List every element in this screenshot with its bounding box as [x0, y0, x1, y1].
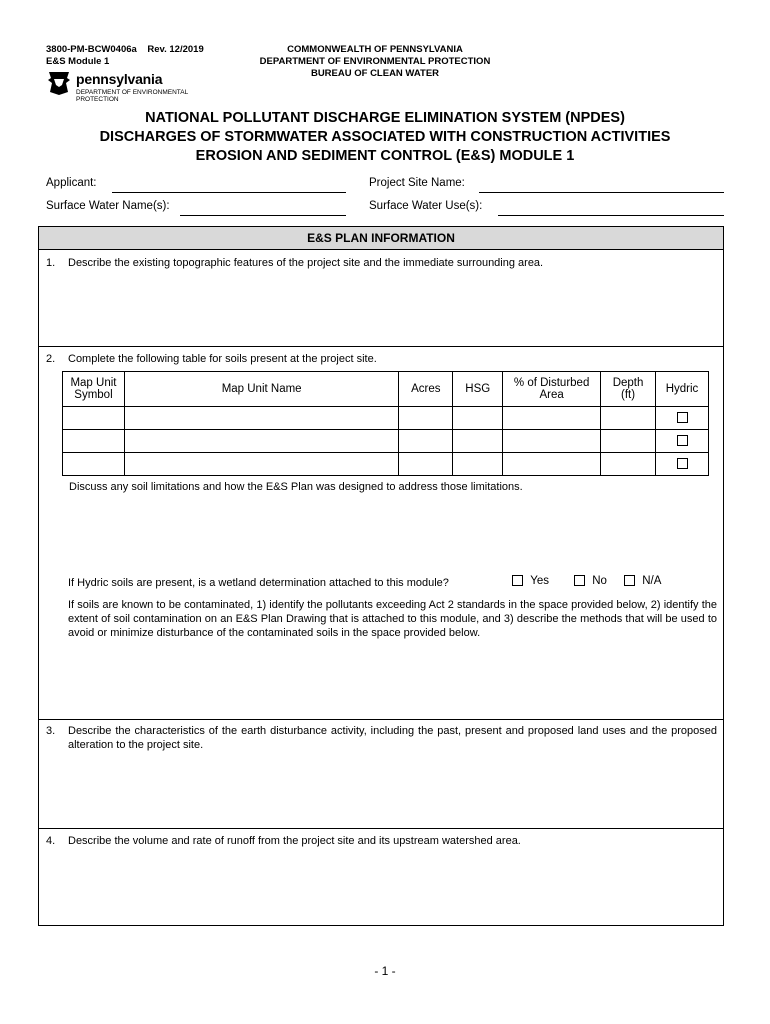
cell-input[interactable]: [453, 430, 503, 453]
q3-text: Describe the characteristics of the earth disturbance activity, including the past, present and proposed land uses and the proposed alteration to the project site.: [68, 725, 717, 751]
form-id: 3800-PM-BCW0406a: [46, 44, 137, 55]
q3-number: 3.: [46, 725, 56, 737]
option-no[interactable]: No: [574, 575, 607, 587]
form-revision: Rev. 12/2019: [147, 44, 204, 55]
q4-answer-area[interactable]: [46, 852, 716, 922]
q2-number: 2.: [46, 353, 56, 365]
col-acres: Acres: [399, 372, 453, 407]
page-title: [0, 109, 770, 166]
contaminated-soils-instructions: If soils are known to be contaminated, 1) identify the pollutants exceeding Act 2 standards in the space provided below, 2) identify the extent of soil contamination on an E&S Plan Drawing that is attached to this module, and 3) describe the methods that will be used to avoid or minimize disturbance of the contaminated soils in the space provided below.: [68, 599, 717, 639]
pa-dep-logo: [46, 68, 196, 104]
q1-number: 1.: [46, 257, 56, 269]
form-id-line: [46, 44, 204, 56]
agency-header: [230, 44, 520, 80]
applicant-field[interactable]: [112, 192, 346, 193]
col-map-unit-name: Map Unit Name: [124, 372, 398, 407]
divider-q1: [38, 346, 724, 347]
divider-q3: [38, 828, 724, 829]
soil-limitations-answer-area[interactable]: [62, 496, 712, 566]
no-checkbox[interactable]: [574, 575, 585, 586]
q1-text: Describe the existing topographic features of the project site and the immediate surrounding area.: [68, 257, 544, 269]
q3-answer-area[interactable]: [46, 756, 716, 826]
cell-input[interactable]: [503, 453, 601, 476]
cell-input[interactable]: [63, 430, 125, 453]
cell-input[interactable]: [399, 453, 453, 476]
yes-checkbox[interactable]: [512, 575, 523, 586]
soil-limitations-prompt: Discuss any soil limitations and how the E&S Plan was designed to address those limitations.: [69, 481, 523, 493]
keystone-icon: [46, 70, 72, 96]
logo-subtitle-2: PROTECTION: [76, 96, 119, 103]
table-row: [63, 407, 709, 430]
surface-water-names-field[interactable]: [180, 215, 346, 216]
contaminated-soils-answer-area[interactable]: [62, 646, 712, 716]
agency-line-2: DEPARTMENT OF ENVIRONMENTAL PROTECTION: [259, 56, 491, 67]
col-map-unit-symbol: Map Unit Symbol: [63, 372, 125, 407]
title-line-2: DISCHARGES OF STORMWATER ASSOCIATED WITH CONSTRUCTION ACTIVITIES: [99, 129, 671, 145]
soils-table: [62, 371, 709, 476]
hydric-wetland-question: If Hydric soils are present, is a wetland determination attached to this module?: [68, 577, 449, 589]
applicant-label: Applicant:: [46, 177, 97, 189]
divider-q2: [38, 719, 724, 720]
col-hsg: HSG: [453, 372, 503, 407]
table-row: [63, 453, 709, 476]
col-depth: Depth (ft): [601, 372, 656, 407]
cell-input[interactable]: [503, 407, 601, 430]
col-disturbed-area: % of Disturbed Area: [503, 372, 601, 407]
cell-input[interactable]: [124, 407, 398, 430]
cell-input[interactable]: [601, 407, 656, 430]
na-checkbox[interactable]: [624, 575, 635, 586]
hydric-checkbox[interactable]: [677, 458, 688, 469]
col-hydric: Hydric: [656, 372, 709, 407]
surface-water-uses-label: Surface Water Use(s):: [369, 200, 483, 212]
cell-input[interactable]: [124, 453, 398, 476]
module-label: E&S Module 1: [46, 56, 110, 67]
project-site-name-field[interactable]: [479, 192, 724, 193]
logo-wordmark: pennsylvania: [76, 71, 163, 87]
hydric-checkbox[interactable]: [677, 412, 688, 423]
hydric-checkbox[interactable]: [677, 435, 688, 446]
page-number: - 1 -: [374, 964, 396, 978]
cell-input[interactable]: [399, 407, 453, 430]
q4-number: 4.: [46, 835, 56, 847]
q1-answer-area[interactable]: [46, 272, 716, 342]
cell-input[interactable]: [503, 430, 601, 453]
option-yes[interactable]: Yes: [512, 575, 549, 587]
cell-input[interactable]: [399, 430, 453, 453]
agency-line-1: COMMONWEALTH OF PENNSYLVANIA: [287, 44, 463, 55]
soils-table-header: [63, 372, 709, 407]
table-row: [63, 430, 709, 453]
cell-input[interactable]: [453, 453, 503, 476]
cell-input[interactable]: [601, 453, 656, 476]
option-na[interactable]: N/A: [624, 575, 661, 587]
cell-input[interactable]: [124, 430, 398, 453]
title-line-1: NATIONAL POLLUTANT DISCHARGE ELIMINATION SYSTEM (NPDES): [145, 110, 625, 126]
agency-line-3: BUREAU OF CLEAN WATER: [310, 68, 440, 79]
logo-subtitle-1: DEPARTMENT OF ENVIRONMENTAL: [76, 89, 189, 96]
q2-text: Complete the following table for soils present at the project site.: [68, 353, 377, 365]
q4-text: Describe the volume and rate of runoff from the project site and its upstream watershed area.: [68, 835, 521, 847]
cell-input[interactable]: [63, 453, 125, 476]
surface-water-names-label: Surface Water Name(s):: [46, 200, 170, 212]
project-site-name-label: Project Site Name:: [369, 177, 465, 189]
cell-input[interactable]: [453, 407, 503, 430]
cell-input[interactable]: [601, 430, 656, 453]
surface-water-uses-field[interactable]: [498, 215, 724, 216]
section-header: E&S PLAN INFORMATION: [38, 226, 724, 250]
title-line-3: EROSION AND SEDIMENT CONTROL (E&S) MODULE 1: [195, 148, 575, 164]
cell-input[interactable]: [63, 407, 125, 430]
